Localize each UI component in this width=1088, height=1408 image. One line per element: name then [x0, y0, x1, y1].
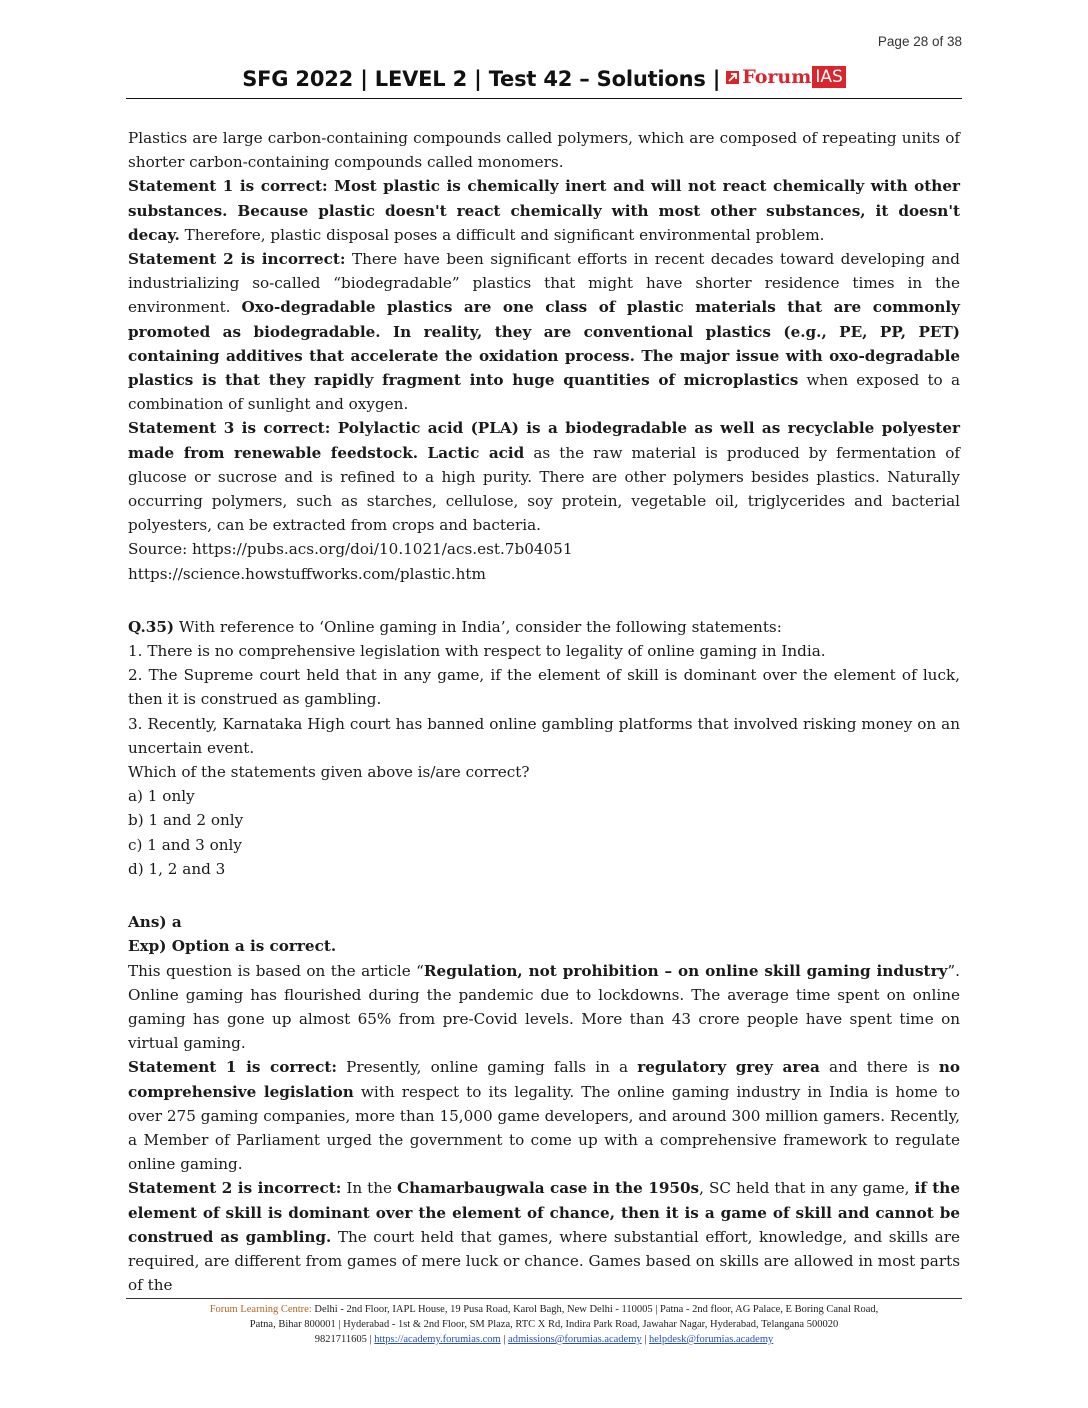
footer-website-link[interactable]: https://academy.forumias.com: [374, 1334, 501, 1345]
article-intro: This question is based on the article “: [128, 961, 424, 980]
article-title: Regulation, not prohibition – on online skill gaming industry: [423, 961, 948, 980]
exp-statement-1-text-a: Presently, online gaming falls in a: [336, 1058, 638, 1077]
question-number: Q.35): [128, 617, 175, 636]
option-c: c) 1 and 3 only: [128, 835, 242, 854]
footer-label: Forum Learning Centre:: [209, 1304, 312, 1315]
exp-statement-1-text-c: with respect to its legality. The online gaming industry in India is home to over 275 gaming companies, more than 15,000 game developers, and around 300 million gamers. Recently, a Member of Parliament urged the government to come up with a comprehensive framework to regulate online gaming.: [128, 1082, 960, 1174]
footer-admissions-email-link[interactable]: admissions@forumias.academy: [508, 1334, 642, 1345]
statement-2-bold: Oxo-degradable plastics are one class of plastic materials that are commonly promoted as biodegradable. In reality, they are conventional plastics (e.g., PE, PP, PET) containing additives that accelerate the oxidation process. The major issue with oxo-degradable plastics is that they rapidly fragment into huge quantities of microplastics: [128, 298, 960, 390]
statement-2-lead: Statement 2 is incorrect:: [128, 250, 346, 269]
footer-contact-line: 9821711605 | https://academy.forumias.com | admissions@forumias.academy | helpdesk@forumias.academy: [314, 1334, 774, 1345]
paragraph-exp-statement-2: [128, 1176, 960, 1297]
paragraph-statement-3: [128, 416, 960, 537]
exp-statement-2-lead: Statement 2 is incorrect:: [128, 1179, 342, 1198]
footer-address-2: Patna, Bihar 800001 | Hyderabad - 1st & 2nd Floor, SM Plaza, RTC X Rd, Indira Park Road, Jawahar Nagar, Hyderabad, Telangana 500020: [249, 1319, 839, 1330]
statement-3-bold: Statement 3 is correct: Polylactic acid (PLA) is a biodegradable as well as recyclable polyester made from renewable feedstock. Lactic acid: [128, 419, 960, 462]
exp-statement-2-text-c: The court held that games, where substantial effort, knowledge, and skills are required, are different from games of mere luck or chance. Games based on skills are allowed in most parts of the: [128, 1227, 960, 1295]
explanation-line: [128, 934, 960, 958]
arrow-logo-icon: [726, 71, 739, 84]
source-line-1: Source: https://pubs.acs.org/doi/10.1021/acs.est.7b04051: [128, 540, 573, 559]
spacer: [128, 881, 960, 910]
exp-statement-1-bold-2: no comprehensive legislation: [128, 1058, 961, 1101]
footer-address-1: Delhi - 2nd Floor, IAPL House, 19 Pusa Road, Karol Bagh, New Delhi - 110005 | Patna - 2nd floor, AG Palace, E Boring Canal Road,: [311, 1304, 879, 1315]
statement-3-text: as the raw material is produced by fermentation of glucose or sucrose and is refined to a high purity. There are other polymers besides plastics. Naturally occurring polymers, such as starches, cellulose, soy protein, vegetable oil, triglycerides and bacterial polyesters, can be extracted from crops and bacteria.: [128, 443, 960, 535]
question-statement-3: 3. Recently, Karnataka High court has banned online gambling platforms that involved risking money on an uncertain event.: [128, 714, 960, 757]
source-line-2: https://science.howstuffworks.com/plastic.htm: [128, 564, 486, 583]
answer-line: [128, 910, 960, 934]
question-statement-1: 1. There is no comprehensive legislation with respect to legality of online gaming in India.: [128, 642, 826, 661]
paragraph-statement-2: [128, 247, 960, 416]
spacer: [128, 586, 960, 615]
footer-phone: 9821711605: [314, 1334, 367, 1345]
exp-statement-1-text-b: and there is: [819, 1058, 939, 1077]
page-header: [126, 64, 962, 99]
exp-statement-1-bold-1: regulatory grey area: [637, 1058, 820, 1077]
logo-forum-text: Forum: [742, 66, 812, 88]
page-footer: [126, 1298, 962, 1347]
exp-statement-2-text-a: In the: [341, 1179, 398, 1198]
question-text: With reference to ‘Online gaming in India’, consider the following statements:: [174, 617, 782, 636]
exp-statement-2-bold-1: Chamarbaugwala case in the 1950s: [397, 1179, 700, 1198]
explanation-text: Exp) Option a is correct.: [128, 937, 337, 956]
statement-1-bold: Statement 1 is correct: Most plastic is chemically inert and will not react chemically with other substances. Because plastic doesn't react chemically with most other substances, it doesn't decay.: [128, 177, 960, 244]
forumias-logo: [726, 64, 846, 90]
logo-ias-text: IAS: [812, 66, 845, 88]
answer-text: Ans) a: [128, 913, 182, 932]
paragraph-article: [128, 959, 960, 1056]
header-title: SFG 2022 | LEVEL 2 | Test 42 – Solutions |: [242, 67, 721, 91]
question-stem: [128, 615, 960, 639]
option-b: b) 1 and 2 only: [128, 811, 244, 830]
statement-2-text: There have been significant efforts in recent decades toward developing and industrializing so-called “biodegradable” plastics that might have shorter residence times in the environment.: [128, 250, 960, 317]
article-text: ”. Online gaming has flourished during the pandemic due to lockdowns. The average time spent on online gaming has gone up almost 65% from pre-Covid levels. More than 43 crore people have spent time on virtual gaming.: [128, 961, 960, 1053]
question-statement-2: 2. The Supreme court held that in any game, if the element of skill is dominant over the element of luck, then it is construed as gambling.: [128, 666, 960, 709]
footer-line-1: [126, 1302, 962, 1317]
statement-2-tail: when exposed to a combination of sunlight and oxygen.: [128, 371, 960, 414]
page-content: [128, 126, 960, 1297]
exp-statement-1-lead: Statement 1 is correct:: [128, 1058, 337, 1077]
option-a: a) 1 only: [128, 787, 195, 806]
paragraph-polymers: Plastics are large carbon-containing compounds called polymers, which are composed of repeating units of shorter carbon-containing compounds called monomers.: [128, 129, 960, 172]
paragraph-statement-1: [128, 174, 960, 247]
question-ask: Which of the statements given above is/are correct?: [128, 763, 530, 782]
paragraph-exp-statement-1: [128, 1055, 960, 1176]
statement-1-text: Therefore, plastic disposal poses a difficult and significant environmental problem.: [179, 225, 825, 244]
page-number: Page 28 of 38: [877, 34, 962, 49]
exp-statement-2-bold-2: if the element of skill is dominant over the element of chance, then it is a game of skill and cannot be construed as gambling.: [128, 1179, 960, 1246]
option-d: d) 1, 2 and 3: [128, 859, 226, 878]
exp-statement-2-text-b: , SC held that in any game,: [699, 1179, 915, 1198]
footer-helpdesk-email-link[interactable]: helpdesk@forumias.academy: [649, 1334, 774, 1345]
